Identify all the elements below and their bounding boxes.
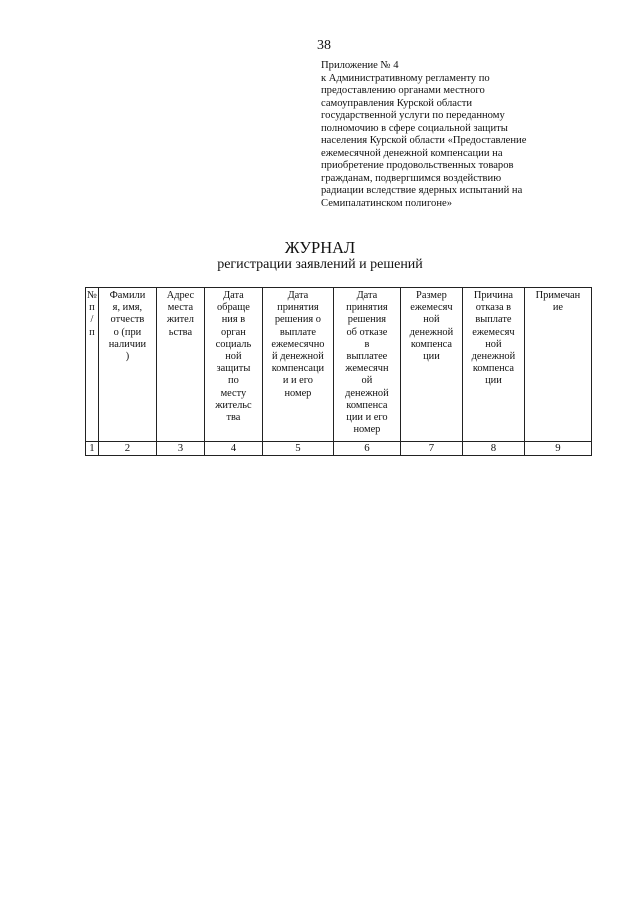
appendix-line: Семипалатинском полигоне» <box>321 197 453 209</box>
header-text: ой <box>361 375 373 387</box>
header-text: денежной <box>471 351 516 363</box>
header-text: номер <box>353 424 381 436</box>
column-header <box>524 288 591 442</box>
header-text: Примечан <box>535 290 581 301</box>
header-text: и и его <box>282 375 313 387</box>
header-text: выплате <box>475 314 512 326</box>
header-text: ие <box>552 302 564 314</box>
header-text: жительс <box>215 399 252 411</box>
header-text: места <box>167 302 194 314</box>
header-text: отказа в <box>475 302 512 314</box>
header-text: принятия <box>277 302 319 314</box>
header-text: жител <box>166 314 194 326</box>
appendix-line: Приложение № 4 <box>321 60 399 71</box>
appendix-line: ежемесячной денежной компенсации на <box>321 147 503 159</box>
page-subtitle: регистрации заявлений и решений <box>217 257 423 272</box>
table-number-row <box>86 442 592 456</box>
header-text: Фамили <box>109 290 146 301</box>
header-text: й денежной <box>272 351 324 363</box>
column-number: 5 <box>262 442 333 456</box>
column-number: 9 <box>524 442 591 456</box>
column-number: 3 <box>156 442 204 456</box>
header-text: ной <box>423 314 440 326</box>
header-text: ции и его <box>346 412 388 424</box>
column-header <box>462 288 524 442</box>
appendix-line: приобретение продовольственных товаров <box>321 160 514 171</box>
header-text: номер <box>284 387 312 399</box>
header-text: компенсаци <box>271 363 325 375</box>
column-number: 8 <box>462 442 524 456</box>
header-text: ежемесяч <box>472 326 515 338</box>
appendix-line: радиации вследствие ядерных испытаний на <box>321 185 523 196</box>
column-header <box>400 288 462 442</box>
header-text: ции <box>423 351 440 363</box>
header-text: п <box>89 326 95 338</box>
header-text: в <box>364 338 370 350</box>
header-text: выплатее <box>346 351 388 363</box>
header-text: денежной <box>409 326 454 338</box>
header-text: Адрес <box>166 290 195 301</box>
appendix-line: полномочию в сфере социальной защиты <box>321 122 508 134</box>
appendix-line: предоставлению органами местного <box>321 85 485 96</box>
column-number: 4 <box>204 442 262 456</box>
column-header <box>204 288 262 442</box>
header-text: отчеств <box>110 314 145 326</box>
page-number: 38 <box>317 38 331 53</box>
header-text: № <box>87 290 97 301</box>
header-text: социаль <box>215 338 252 350</box>
header-text: Причина <box>473 290 514 301</box>
appendix-line: государственной услуги по переданному <box>321 110 505 121</box>
appendix-line: населения Курской области «Предоставление <box>321 135 527 146</box>
column-number: 2 <box>98 442 156 456</box>
header-text: наличии <box>108 338 147 350</box>
page-title: ЖУРНАЛ <box>284 238 356 257</box>
column-number: 7 <box>400 442 462 456</box>
journal-table <box>85 287 592 456</box>
header-text: компенса <box>410 338 453 350</box>
appendix-line: к Административному регламенту по <box>321 72 490 84</box>
header-text: ) <box>125 351 130 363</box>
appendix-line: гражданам, подвергшимся воздействию <box>321 172 502 184</box>
header-text: решения <box>347 314 387 326</box>
header-text: ежемесяч <box>410 302 453 314</box>
header-text: ции <box>485 375 502 387</box>
header-text: / <box>90 314 94 326</box>
header-text: компенса <box>472 363 515 375</box>
column-number: 1 <box>86 442 99 456</box>
header-text: Размер <box>416 290 447 301</box>
appendix-line: самоуправления Курской области <box>321 97 473 109</box>
header-text: ежемесячно <box>271 338 325 350</box>
header-text: ной <box>485 338 502 350</box>
column-header <box>98 288 156 442</box>
header-text: денежной <box>345 387 389 399</box>
header-text: об отказе <box>346 326 388 338</box>
header-text: тва <box>226 412 241 424</box>
appendix-note <box>321 60 621 210</box>
column-header <box>156 288 204 442</box>
header-text: жемесячн <box>345 363 389 375</box>
header-text: о (при <box>113 326 142 338</box>
header-text: выплате <box>279 326 316 338</box>
column-header <box>333 288 400 442</box>
header-text: по <box>228 375 239 387</box>
header-text: орган <box>221 326 246 338</box>
table-header-row <box>86 288 592 442</box>
header-text: я, имя, <box>112 302 143 314</box>
header-text: ной <box>225 351 242 363</box>
header-text: месту <box>220 387 247 399</box>
header-text: обраще <box>216 302 250 314</box>
header-text: ния в <box>221 314 246 326</box>
column-header <box>262 288 333 442</box>
header-text: Дата <box>287 290 309 301</box>
header-text: п <box>89 302 95 314</box>
header-text: решения о <box>274 314 321 326</box>
header-text: Дата <box>356 290 378 301</box>
header-text: Дата <box>223 290 244 301</box>
header-text: компенса <box>346 399 388 411</box>
header-text: защиты <box>216 363 251 375</box>
column-number: 6 <box>333 442 400 456</box>
header-text: принятия <box>346 302 388 314</box>
header-text: ьства <box>168 326 193 338</box>
column-header <box>86 288 99 442</box>
